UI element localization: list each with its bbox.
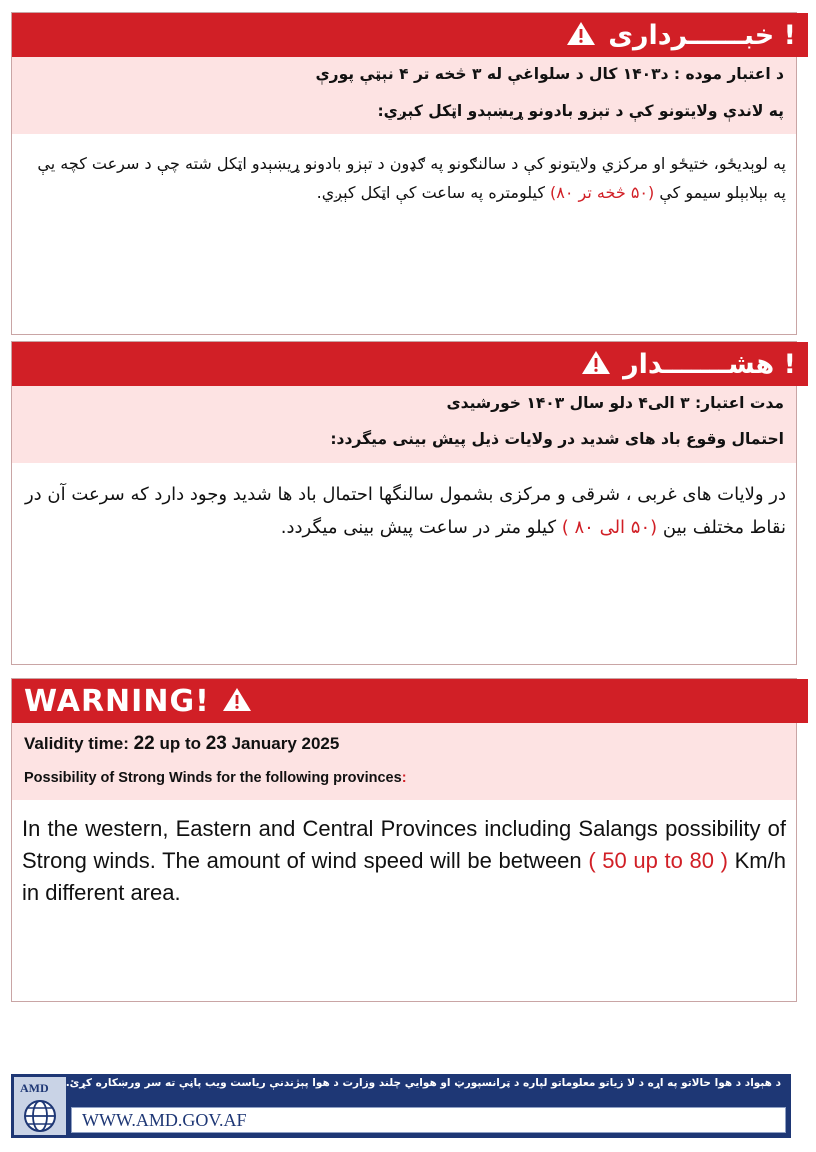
website-url[interactable]: WWW.AMD.GOV.AF bbox=[82, 1110, 247, 1130]
english-wind-speed: ( 50 up to 80 ) bbox=[588, 848, 728, 873]
english-header bbox=[12, 679, 808, 723]
warning-triangle-icon bbox=[222, 686, 252, 716]
validity-label: Validity time: bbox=[24, 734, 134, 753]
warning-triangle-icon bbox=[566, 20, 596, 50]
english-validity bbox=[12, 733, 796, 755]
pashto-wind-speed: (۵۰ څخه تر ۸۰) bbox=[550, 183, 655, 202]
validity-mid: up to bbox=[154, 734, 206, 753]
english-title: WARNING! bbox=[24, 683, 210, 719]
dari-body bbox=[12, 478, 796, 544]
dari-warning-panel bbox=[11, 341, 797, 665]
pashto-validity: د اعتبار موده : د۱۴۰۳ کال د سلواغې له ۳ څخه تر ۴ نېټې پورې bbox=[315, 65, 784, 83]
validity-start: 22 bbox=[133, 733, 155, 754]
english-warning-panel bbox=[11, 678, 797, 1002]
pashto-subheader bbox=[12, 57, 796, 134]
pashto-header bbox=[12, 13, 808, 57]
pashto-warning-panel bbox=[11, 12, 797, 335]
english-subheader bbox=[12, 723, 796, 800]
english-body bbox=[12, 813, 796, 909]
english-body-text: In the western, Eastern and Central Provinces including Salangs possibility of Strong winds. The amount of wind speed will be between bbox=[22, 816, 786, 873]
dari-header bbox=[12, 342, 808, 386]
dari-subheader bbox=[12, 386, 796, 463]
footer-note: د هېواد د هوا حالاتو په اړه د لا زياتو معلوماتو لپاره د ټرانسپورټ او هوايي چلند وزارت د هوا پېژندنې رياست ويب پاڼې ته سر ورښکاره کړئ. bbox=[65, 1077, 781, 1089]
dari-wind-speed: (۵۰ الی ۸۰ ) bbox=[561, 517, 658, 538]
english-subtitle-text: Possibility of Strong Winds for the following provinces bbox=[24, 770, 402, 786]
pashto-body bbox=[12, 149, 796, 207]
pashto-body-text: په لوېديځو، ختيځو او مرکزي ولايتونو کې د سالنګونو په ګډون د تېزو بادونو ړيښېدو اټکل شته چې د سرعت کچه يې په بېلابېلو سيمو کې bbox=[37, 154, 786, 202]
dari-title: هشـــــــدار ! bbox=[623, 348, 796, 380]
warning-triangle-icon bbox=[581, 349, 611, 379]
english-body-text-end: Km/h in different area. bbox=[22, 848, 786, 905]
pashto-subtitle: په لاندې ولايتونو کې د تېزو بادونو ړيښېدو اټکل کېږي: bbox=[377, 102, 784, 120]
pashto-title: خبــــــرداری ! bbox=[608, 19, 796, 51]
footer-banner bbox=[11, 1074, 791, 1138]
validity-end: 23 bbox=[205, 733, 227, 754]
dari-validity: مدت اعتبار: ۳ الی۴ دلو سال ۱۴۰۳ خورشیدی bbox=[446, 394, 784, 412]
website-url-box[interactable] bbox=[71, 1107, 786, 1133]
pashto-body-text-end: کيلومتره په ساعت کې اټکل کېږي. bbox=[316, 183, 551, 202]
dari-subtitle: احتمال وقوع باد های شدید در ولایات ذیل پیش بینی میگردد: bbox=[330, 430, 784, 448]
english-subtitle bbox=[12, 770, 796, 786]
validity-tail: January 2025 bbox=[226, 734, 340, 753]
english-subtitle-colon: : bbox=[401, 770, 407, 786]
amd-logo-text: AMD bbox=[20, 1081, 49, 1095]
globe-icon bbox=[23, 1099, 57, 1137]
dari-body-text: در ولایات های غربی ، شرقی و مرکزی بشمول سالنگها احتمال باد ها شدید وجود دارد که سرعت آن در نقاط مختلف بین bbox=[24, 484, 786, 538]
amd-logo bbox=[14, 1077, 66, 1135]
dari-body-text-end: کیلو متر در ساعت پیش بینی میگردد. bbox=[280, 517, 562, 538]
